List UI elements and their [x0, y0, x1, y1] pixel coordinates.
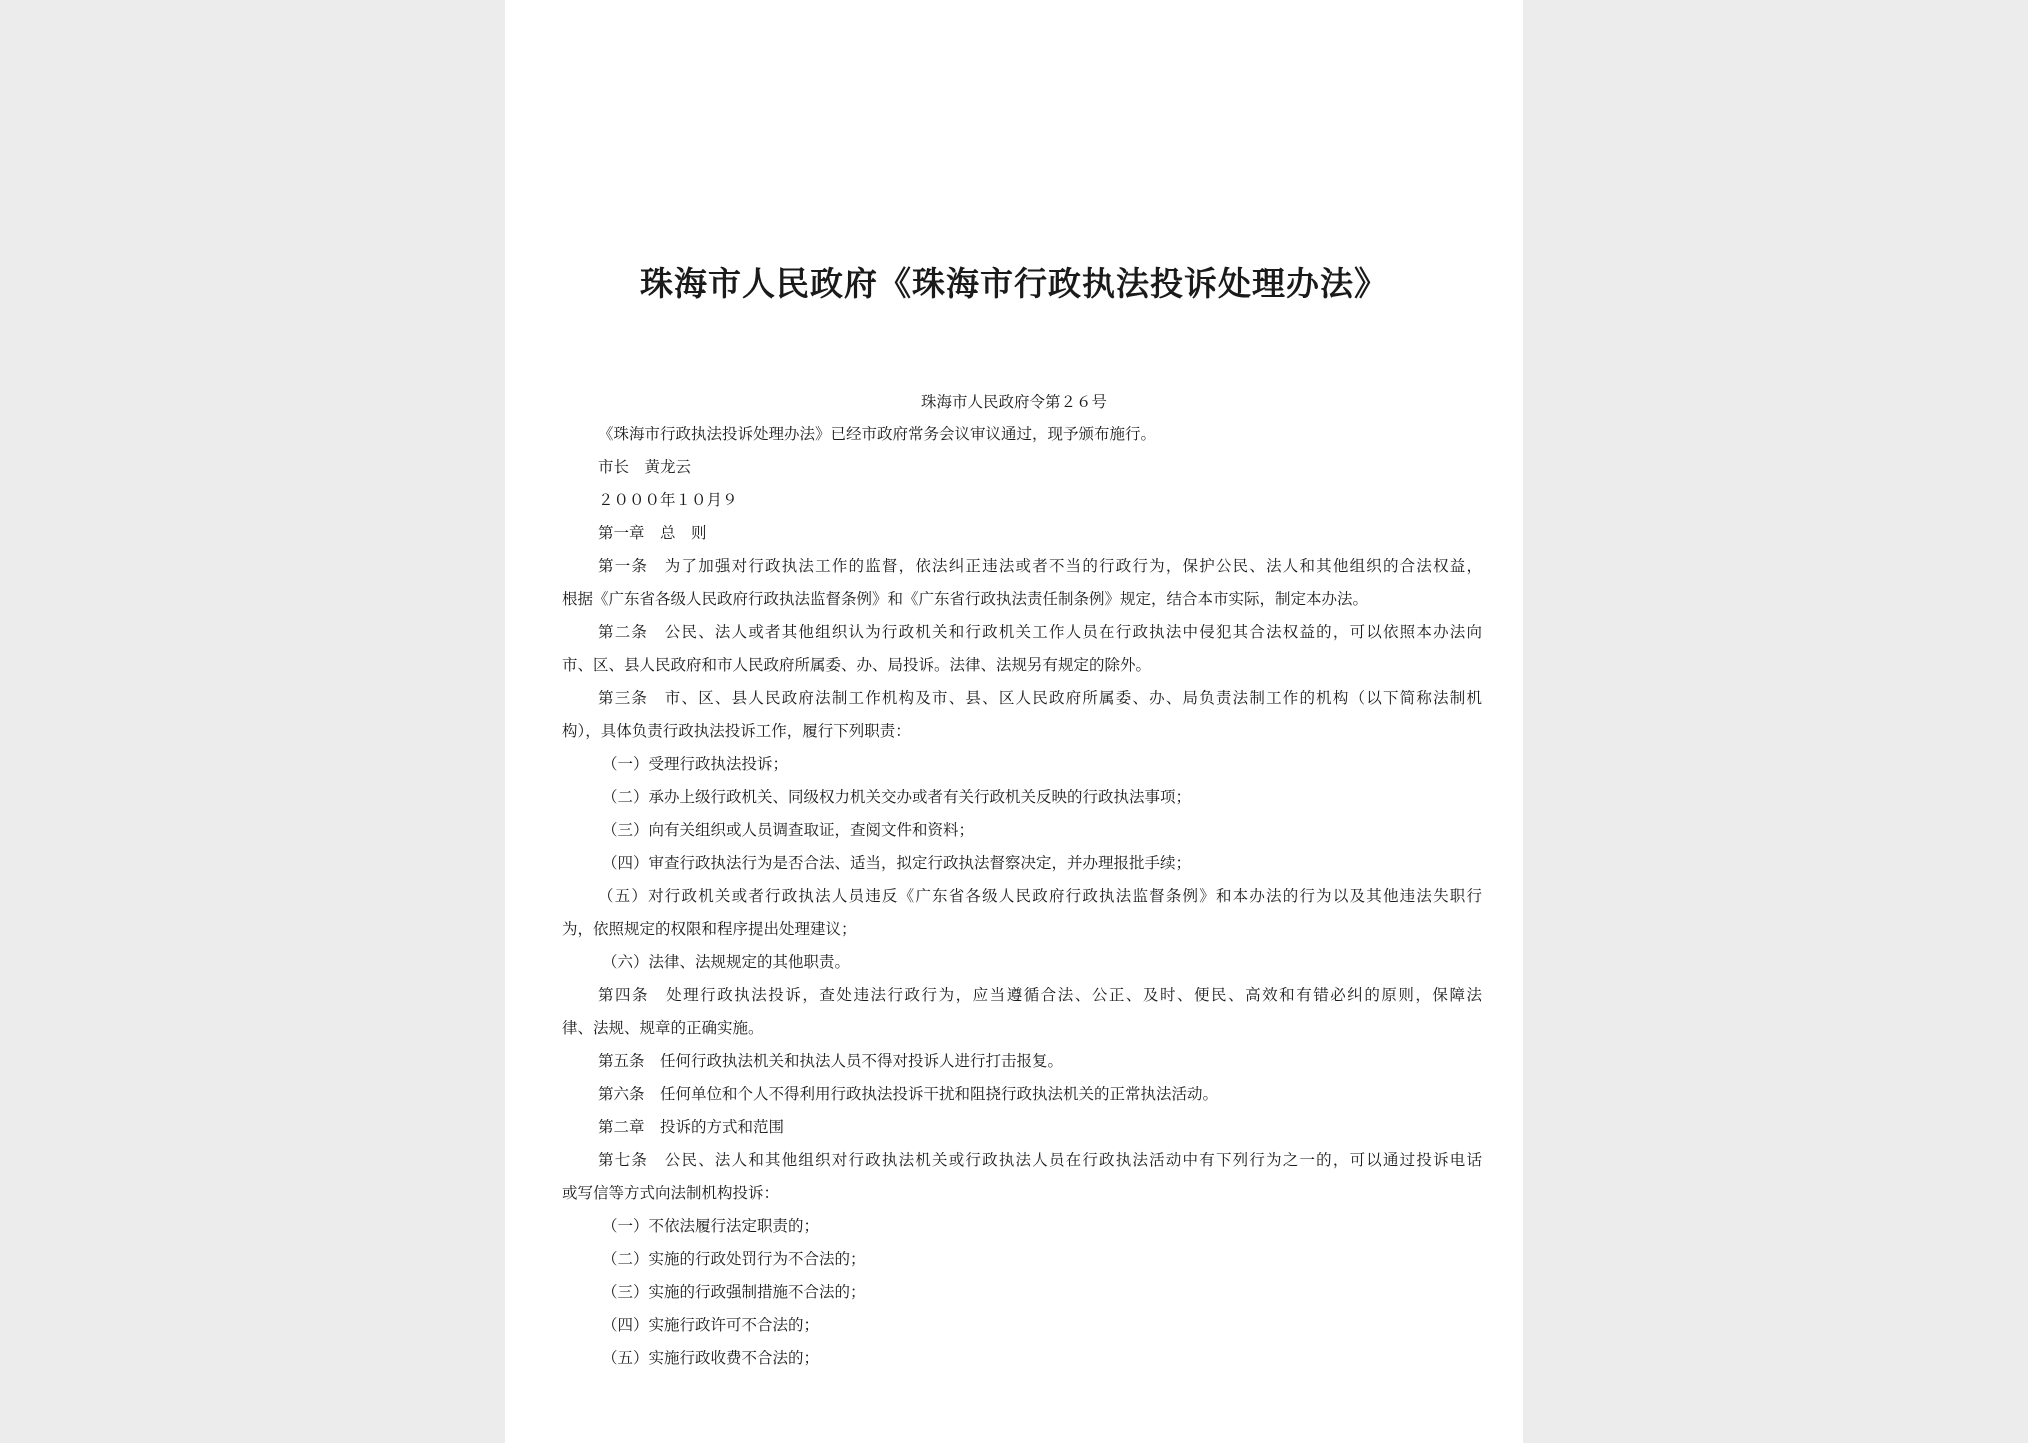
article-line: 或写信等方式向法制机构投诉：: [562, 1184, 780, 1202]
document-body: [562, 418, 1482, 1375]
article-line: 根据《广东省各级人民政府行政执法监督条例》和《广东省行政执法责任制条例》规定，结合本市实际，制定本办法。: [562, 590, 1369, 608]
list-item: （四）实施行政许可不合法的；: [602, 1316, 820, 1334]
date-line: ２０００年１０月９: [598, 491, 738, 509]
signatory-line: 市长 黄龙云: [598, 458, 692, 476]
list-item: （五）实施行政收费不合法的；: [602, 1349, 820, 1367]
article-line: 第二条 公民、法人或者其他组织认为行政机关和行政机关工作人员在行政执法中侵犯其合法权益的，可以依照本办法向: [598, 623, 1482, 641]
article-line: 第四条 处理行政执法投诉，查处违法行政行为，应当遵循合法、公正、及时、便民、高效和有错必纠的原则，保障法: [598, 986, 1482, 1004]
article-line: 市、区、县人民政府和市人民政府所属委、办、局投诉。法律、法规另有规定的除外。: [562, 656, 1152, 674]
list-item: （五）对行政机关或者行政执法人员违反《广东省各级人民政府行政执法监督条例》和本办法的行为以及其他违法失职行: [598, 887, 1482, 905]
list-item: （三）实施的行政强制措施不合法的；: [602, 1283, 866, 1301]
article-line: 律、法规、规章的正确实施。: [562, 1019, 764, 1037]
article-line: 第七条 公民、法人和其他组织对行政执法机关或行政执法人员在行政执法活动中有下列行为之一的，可以通过投诉电话: [598, 1151, 1482, 1169]
list-item: （二）实施的行政处罚行为不合法的；: [602, 1250, 866, 1268]
list-item: （一）不依法履行法定职责的；: [602, 1217, 820, 1235]
list-item: （一）受理行政执法投诉；: [602, 755, 789, 773]
list-item: （三）向有关组织或人员调查取证，查阅文件和资料；: [602, 821, 975, 839]
chapter-heading: 第二章 投诉的方式和范围: [598, 1118, 785, 1136]
list-item: （六）法律、法规规定的其他职责。: [602, 953, 851, 971]
list-item: （四）审查行政执法行为是否合法、适当，拟定行政执法督察决定，并办理报批手续；: [602, 854, 1192, 872]
preamble-line: 《珠海市行政执法投诉处理办法》已经市政府常务会议审议通过，现予颁布施行。: [598, 425, 1157, 443]
article-line: 第六条 任何单位和个人不得利用行政执法投诉干扰和阻挠行政执法机关的正常执法活动。: [598, 1085, 1219, 1103]
article-line: 第一条 为了加强对行政执法工作的监督，依法纠正违法或者不当的行政行为，保护公民、法人和其他组织的合法权益，: [598, 557, 1482, 575]
document-page: [505, 0, 1523, 1443]
order-number: 珠海市人民政府令第２６号: [920, 393, 1107, 411]
article-line: 构），具体负责行政执法投诉工作，履行下列职责：: [562, 722, 911, 740]
list-item: （二）承办上级行政机关、同级权力机关交办或者有关行政机关反映的行政执法事项；: [602, 788, 1192, 806]
list-item-continuation: 为，依照规定的权限和程序提出处理建议；: [562, 920, 857, 938]
article-line: 第五条 任何行政执法机关和执法人员不得对投诉人进行打击报复。: [598, 1052, 1064, 1070]
document-title: 珠海市人民政府《珠海市行政执法投诉处理办法》: [640, 264, 1388, 303]
chapter-heading: 第一章 总 则: [598, 524, 707, 542]
article-line: 第三条 市、区、县人民政府法制工作机构及市、县、区人民政府所属委、办、局负责法制工作的机构（以下简称法制机: [598, 689, 1482, 707]
